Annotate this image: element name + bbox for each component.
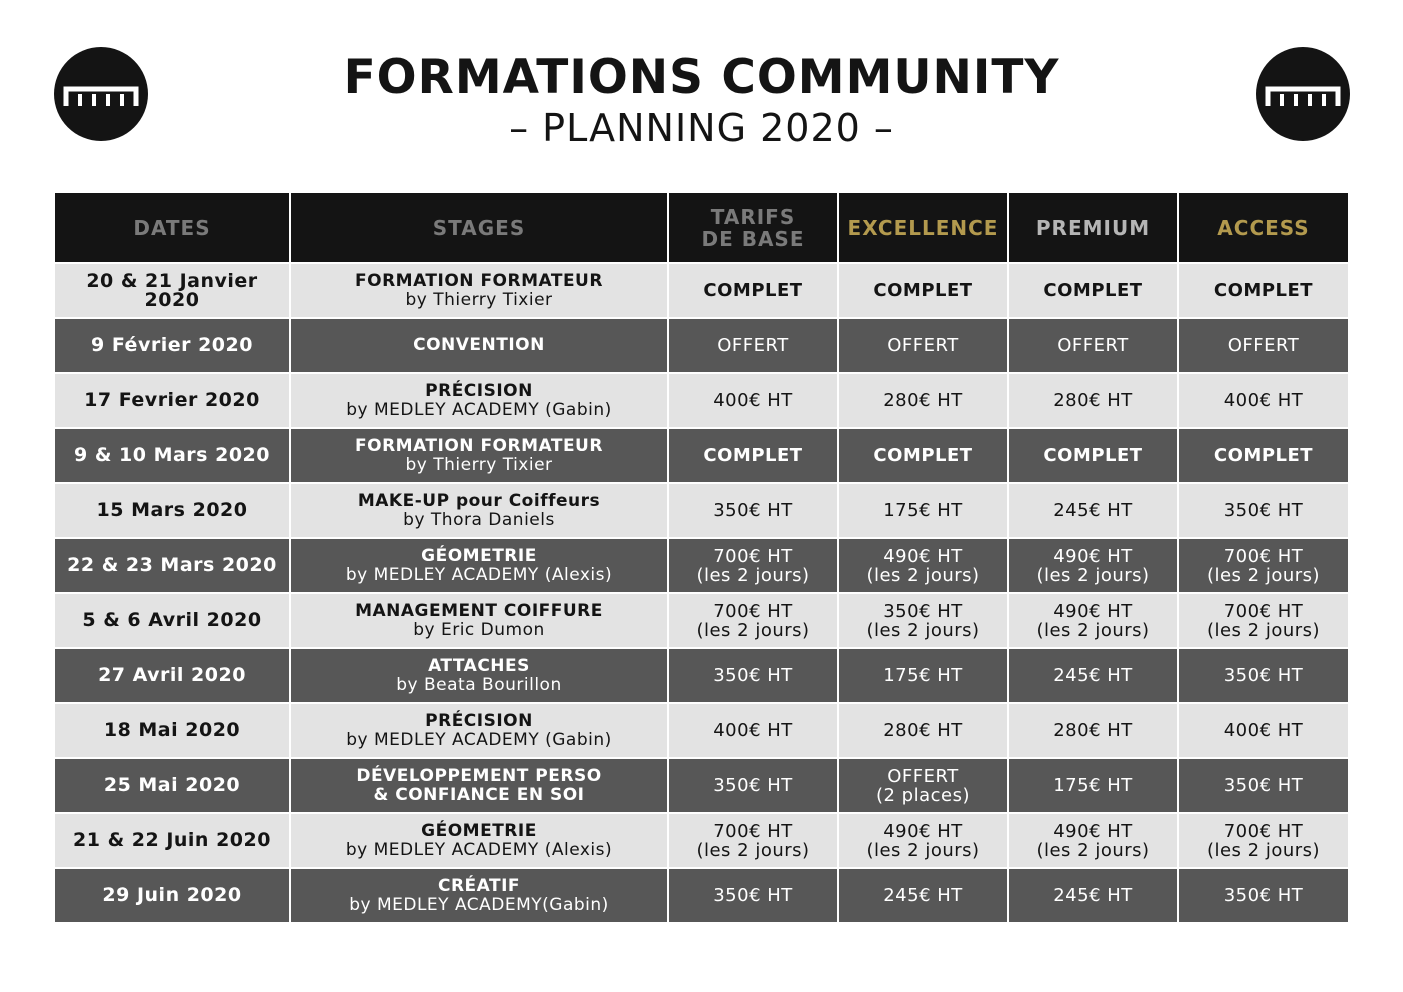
price-value: 700€ HT	[713, 545, 793, 567]
price-access	[1178, 868, 1348, 922]
price-tarifs-de-base	[668, 593, 838, 648]
price-excellence	[838, 538, 1008, 593]
stage-cell	[290, 758, 668, 813]
price-premium	[1008, 813, 1178, 868]
stage-cell	[290, 428, 668, 483]
stage-instructor: by MEDLEY ACADEMY (Gabin)	[346, 729, 612, 750]
stage-instructor: by MEDLEY ACADEMY(Gabin)	[349, 894, 609, 915]
price-value: 490€ HT	[883, 820, 963, 842]
stage-instructor: by Thierry Tixier	[405, 454, 553, 475]
price-value: COMPLET	[873, 445, 973, 466]
stage-name: GÉOMETRIE	[421, 545, 537, 566]
price-tarifs-de-base	[668, 483, 838, 538]
price-value: 490€ HT	[1053, 600, 1133, 622]
price-value: 245€ HT	[883, 885, 963, 906]
price-value: COMPLET	[1043, 445, 1143, 466]
price-value: 700€ HT	[713, 600, 793, 622]
price-premium	[1008, 538, 1178, 593]
stage-name: DÉVELOPPEMENT PERSO & CONFIANCE EN SOI	[356, 765, 602, 805]
price-value: 490€ HT	[1053, 545, 1133, 567]
price-value: COMPLET	[1043, 280, 1143, 301]
price-value: 280€ HT	[883, 720, 963, 741]
price-note: (les 2 jours)	[1036, 564, 1150, 586]
price-value: 280€ HT	[1053, 390, 1133, 411]
price-premium	[1008, 758, 1178, 813]
price-tarifs-de-base	[668, 538, 838, 593]
price-value: 400€ HT	[713, 390, 793, 411]
price-tarifs-de-base	[668, 318, 838, 373]
price-note: (les 2 jours)	[866, 619, 980, 641]
price-access	[1178, 428, 1348, 483]
price-value: 490€ HT	[883, 545, 963, 567]
header-row	[55, 193, 1348, 263]
price-value: 245€ HT	[1053, 500, 1133, 521]
price-access	[1178, 263, 1348, 318]
column-header-dates: DATES	[55, 193, 290, 263]
price-note: (les 2 jours)	[866, 839, 980, 861]
price-premium	[1008, 263, 1178, 318]
price-value: 350€ HT	[713, 775, 793, 796]
stage-instructor: by MEDLEY ACADEMY (Alexis)	[345, 839, 613, 860]
date-cell: 5 & 6 Avril 2020	[55, 593, 290, 648]
page-subtitle: – PLANNING 2020 –	[509, 106, 894, 150]
price-value: COMPLET	[1213, 280, 1314, 301]
column-header-access: ACCESS	[1178, 193, 1348, 263]
price-tarifs-de-base	[668, 703, 838, 758]
stage-instructor: by Thora Daniels	[403, 509, 555, 530]
price-excellence	[838, 428, 1008, 483]
stage-cell	[290, 538, 668, 593]
stage-cell	[290, 648, 668, 703]
price-note: (les 2 jours)	[1036, 839, 1150, 861]
price-note: (les 2 jours)	[1206, 564, 1321, 586]
price-tarifs-de-base	[668, 428, 838, 483]
date-cell: 18 Mai 2020	[55, 703, 290, 758]
price-tarifs-de-base	[668, 373, 838, 428]
price-excellence	[838, 758, 1008, 813]
price-value: COMPLET	[703, 445, 803, 466]
price-excellence	[838, 483, 1008, 538]
price-access	[1178, 318, 1348, 373]
price-value: COMPLET	[1213, 445, 1314, 466]
price-premium	[1008, 593, 1178, 648]
price-excellence	[838, 373, 1008, 428]
table-row	[55, 373, 1348, 428]
price-access	[1178, 703, 1348, 758]
price-value: 490€ HT	[1053, 820, 1133, 842]
price-note: (les 2 jours)	[1036, 619, 1150, 641]
price-value: 245€ HT	[1053, 885, 1133, 906]
price-value: 350€ HT	[1223, 885, 1304, 906]
planning-table	[55, 193, 1348, 922]
date-cell: 9 & 10 Mars 2020	[55, 428, 290, 483]
stage-name: PRÉCISION	[425, 710, 533, 731]
date-cell: 15 Mars 2020	[55, 483, 290, 538]
stage-cell	[290, 593, 668, 648]
table-row	[55, 593, 1348, 648]
stage-name: CRÉATIF	[437, 875, 521, 896]
price-value: 280€ HT	[883, 390, 963, 411]
stage-name: MANAGEMENT COIFFURE	[355, 600, 603, 621]
price-excellence	[838, 648, 1008, 703]
date-cell: 21 & 22 Juin 2020	[55, 813, 290, 868]
price-excellence	[838, 703, 1008, 758]
price-value: OFFERT	[1227, 335, 1300, 356]
stage-name: FORMATION FORMATEUR	[355, 270, 603, 291]
price-value: 700€ HT	[1223, 820, 1304, 842]
stage-cell	[290, 868, 668, 922]
price-access	[1178, 373, 1348, 428]
price-premium	[1008, 373, 1178, 428]
price-value: 400€ HT	[713, 720, 793, 741]
price-premium	[1008, 483, 1178, 538]
date-cell: 20 & 21 Janvier 2020	[55, 263, 290, 318]
price-note: (les 2 jours)	[696, 619, 810, 641]
price-premium	[1008, 703, 1178, 758]
price-tarifs-de-base	[668, 758, 838, 813]
price-value: 350€ HT	[1223, 665, 1304, 686]
table-row	[55, 263, 1348, 318]
date-cell: 9 Février 2020	[55, 318, 290, 373]
price-excellence	[838, 593, 1008, 648]
price-value: 350€ HT	[713, 885, 793, 906]
table-row	[55, 758, 1348, 813]
table-row	[55, 318, 1348, 373]
stage-cell	[290, 483, 668, 538]
price-tarifs-de-base	[668, 813, 838, 868]
date-cell: 29 Juin 2020	[55, 868, 290, 922]
stage-name: CONVENTION	[413, 335, 545, 355]
price-premium	[1008, 428, 1178, 483]
price-value: 245€ HT	[1053, 665, 1133, 686]
price-tarifs-de-base	[668, 868, 838, 922]
price-value: 175€ HT	[883, 500, 963, 521]
price-access	[1178, 758, 1348, 813]
price-value: 700€ HT	[1223, 600, 1304, 622]
price-access	[1178, 593, 1348, 648]
date-cell: 22 & 23 Mars 2020	[55, 538, 290, 593]
price-note: (les 2 jours)	[1206, 619, 1321, 641]
price-value: 400€ HT	[1223, 390, 1304, 411]
price-excellence	[838, 263, 1008, 318]
price-value: 350€ HT	[1223, 775, 1304, 796]
table-row	[55, 483, 1348, 538]
date-cell: 17 Fevrier 2020	[55, 373, 290, 428]
price-access	[1178, 813, 1348, 868]
stage-name: ATTACHES	[428, 655, 530, 676]
column-header-stages: STAGES	[290, 193, 668, 263]
date-cell: 25 Mai 2020	[55, 758, 290, 813]
column-header-excellence: EXCELLENCE	[838, 193, 1008, 263]
price-value: OFFERT	[887, 765, 959, 787]
page-title: FORMATIONS COMMUNITY	[343, 50, 1060, 105]
price-note: (les 2 jours)	[696, 564, 810, 586]
stage-cell	[290, 263, 668, 318]
price-value: 350€ HT	[713, 665, 793, 686]
table-row	[55, 813, 1348, 868]
stage-name: PRÉCISION	[425, 380, 533, 401]
price-value: 350€ HT	[1223, 500, 1304, 521]
price-premium	[1008, 648, 1178, 703]
stage-instructor: by MEDLEY ACADEMY (Gabin)	[346, 399, 612, 420]
price-value: 175€ HT	[883, 665, 963, 686]
stage-cell	[290, 373, 668, 428]
table-row	[55, 648, 1348, 703]
table-row	[55, 868, 1348, 922]
stage-cell	[290, 318, 668, 373]
column-header-premium: PREMIUM	[1008, 193, 1178, 263]
price-value: 280€ HT	[1053, 720, 1133, 741]
table-row	[55, 428, 1348, 483]
price-value: 350€ HT	[713, 500, 793, 521]
stage-cell	[290, 703, 668, 758]
price-value: OFFERT	[717, 335, 789, 356]
price-tarifs-de-base	[668, 263, 838, 318]
stage-name: FORMATION FORMATEUR	[355, 435, 603, 456]
price-value: 700€ HT	[1223, 545, 1304, 567]
table-row	[55, 703, 1348, 758]
price-value: COMPLET	[873, 280, 973, 301]
price-excellence	[838, 318, 1008, 373]
price-premium	[1008, 318, 1178, 373]
stage-instructor: by Thierry Tixier	[405, 289, 553, 310]
price-note: (les 2 jours)	[1206, 839, 1321, 861]
price-excellence	[838, 813, 1008, 868]
table-body	[55, 263, 1348, 922]
stage-instructor: by MEDLEY ACADEMY (Alexis)	[345, 564, 613, 585]
price-note: (les 2 jours)	[696, 839, 810, 861]
price-note: (2 places)	[875, 784, 971, 806]
price-tarifs-de-base	[668, 648, 838, 703]
price-access	[1178, 483, 1348, 538]
price-access	[1178, 648, 1348, 703]
price-access	[1178, 538, 1348, 593]
price-excellence	[838, 868, 1008, 922]
price-value: 700€ HT	[713, 820, 793, 842]
price-value: OFFERT	[1057, 335, 1129, 356]
stage-name: MAKE-UP pour Coiffeurs	[357, 490, 601, 511]
price-value: 350€ HT	[883, 600, 963, 622]
price-note: (les 2 jours)	[866, 564, 980, 586]
stage-name: GÉOMETRIE	[421, 820, 537, 841]
price-value: 175€ HT	[1053, 775, 1133, 796]
price-value: OFFERT	[887, 335, 959, 356]
date-cell: 27 Avril 2020	[55, 648, 290, 703]
price-premium	[1008, 868, 1178, 922]
stage-cell	[290, 813, 668, 868]
stage-instructor: by Beata Bourillon	[396, 674, 562, 695]
column-header-tarifs-de-base: TARIFS DE BASE	[668, 193, 838, 263]
price-value: COMPLET	[703, 280, 803, 301]
price-value: 400€ HT	[1223, 720, 1304, 741]
stage-instructor: by Eric Dumon	[413, 619, 545, 640]
table-row	[55, 538, 1348, 593]
